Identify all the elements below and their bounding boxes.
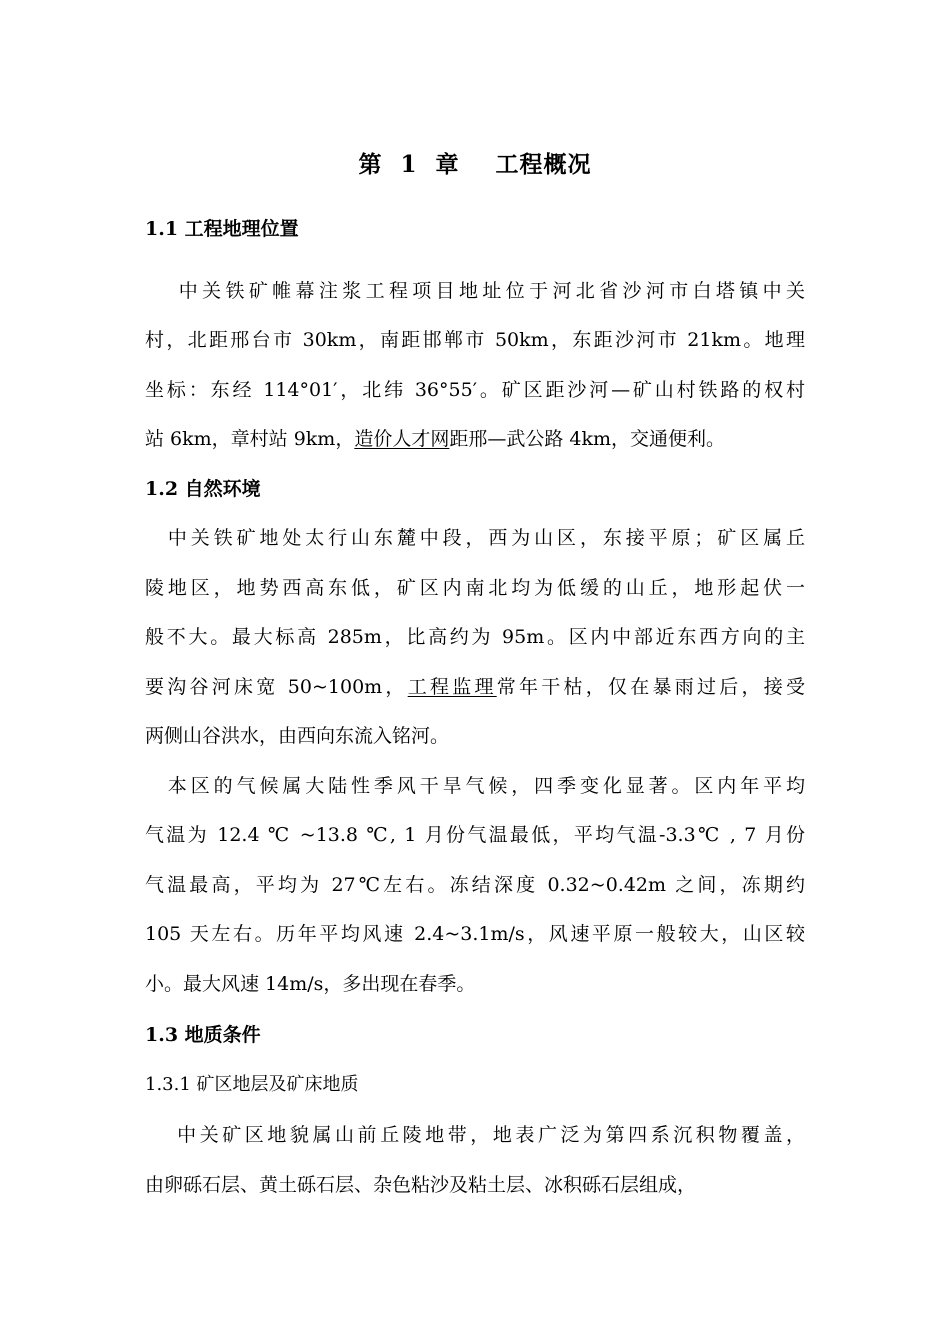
text-run: 常年干枯，仅在暴雨过后，接受 [496,676,805,698]
chapter-title: 第 1 章 工程概况 [358,151,592,178]
subsection-heading-1-3-1: 1.3.1 矿区地层及矿床地质 [145,1074,359,1095]
paragraph-line: 小。最大风速 14m/s，多出现在春季。 [145,973,476,995]
paragraph-line: 本区的气候属大陆性季风干旱气候，四季变化显著。区内年平均 [145,775,805,797]
text-run: 站 6km，章村站 9km， [145,428,355,450]
paragraph-line [145,672,805,699]
link-engineering-supervision[interactable]: 工程监理 [407,676,497,698]
paragraph-line: 中关铁矿地处太行山东麓中段，西为山区，东接平原；矿区属丘 [145,527,805,549]
paragraph-line: 由卵砾石层、黄土砾石层、杂色粘沙及粘土层、冰积砾石层组成， [145,1174,697,1196]
paragraph-line: 气温为 12.4 ℃ ~13.8 ℃, 1 月份气温最低，平均气温-3.3℃ , 7 月份 [145,824,805,846]
paragraph-line: 中关铁矿帷幕注浆工程项目地址位于河北省沙河市白塔镇中关 [145,280,805,302]
paragraph-line [145,424,725,451]
paragraph-line: 坐标：东经 114°01′，北纬 36°55′。矿区距沙河—矿山村铁路的权村 [145,379,805,401]
section-heading-1-1: 1.1 工程地理位置 [145,218,299,240]
paragraph-line: 中关矿区地貌属山前丘陵地带，地表广泛为第四系沉积物覆盖， [145,1124,805,1146]
text-run: 要沟谷河床宽 50~100m， [145,676,408,698]
section-heading-1-2: 1.2 自然环境 [145,478,261,500]
paragraph-line: 般不大。最大标高 285m，比高约为 95m。区内中部近东西方向的主 [145,626,805,648]
section-heading-1-3: 1.3 地质条件 [145,1024,261,1046]
paragraph-line: 105 天左右。历年平均风速 2.4~3.1m/s，风速平原一般较大，山区较 [145,923,805,945]
paragraph-line: 陵地区，地势西高东低，矿区内南北均为低缓的山丘，地形起伏一 [145,577,805,599]
paragraph-line: 气温最高，平均为 27℃左右。冻结深度 0.32~0.42m 之间，冻期约 [145,874,805,896]
paragraph-line: 村，北距邢台市 30km，南距邯郸市 50km，东距沙河市 21km。地理 [145,329,805,351]
paragraph-line: 两侧山谷洪水，由西向东流入铭河。 [145,725,450,747]
link-cost-talent-network[interactable]: 造价人才网 [354,428,450,450]
text-run: 距邢—武公路 4km，交通便利。 [449,428,726,450]
